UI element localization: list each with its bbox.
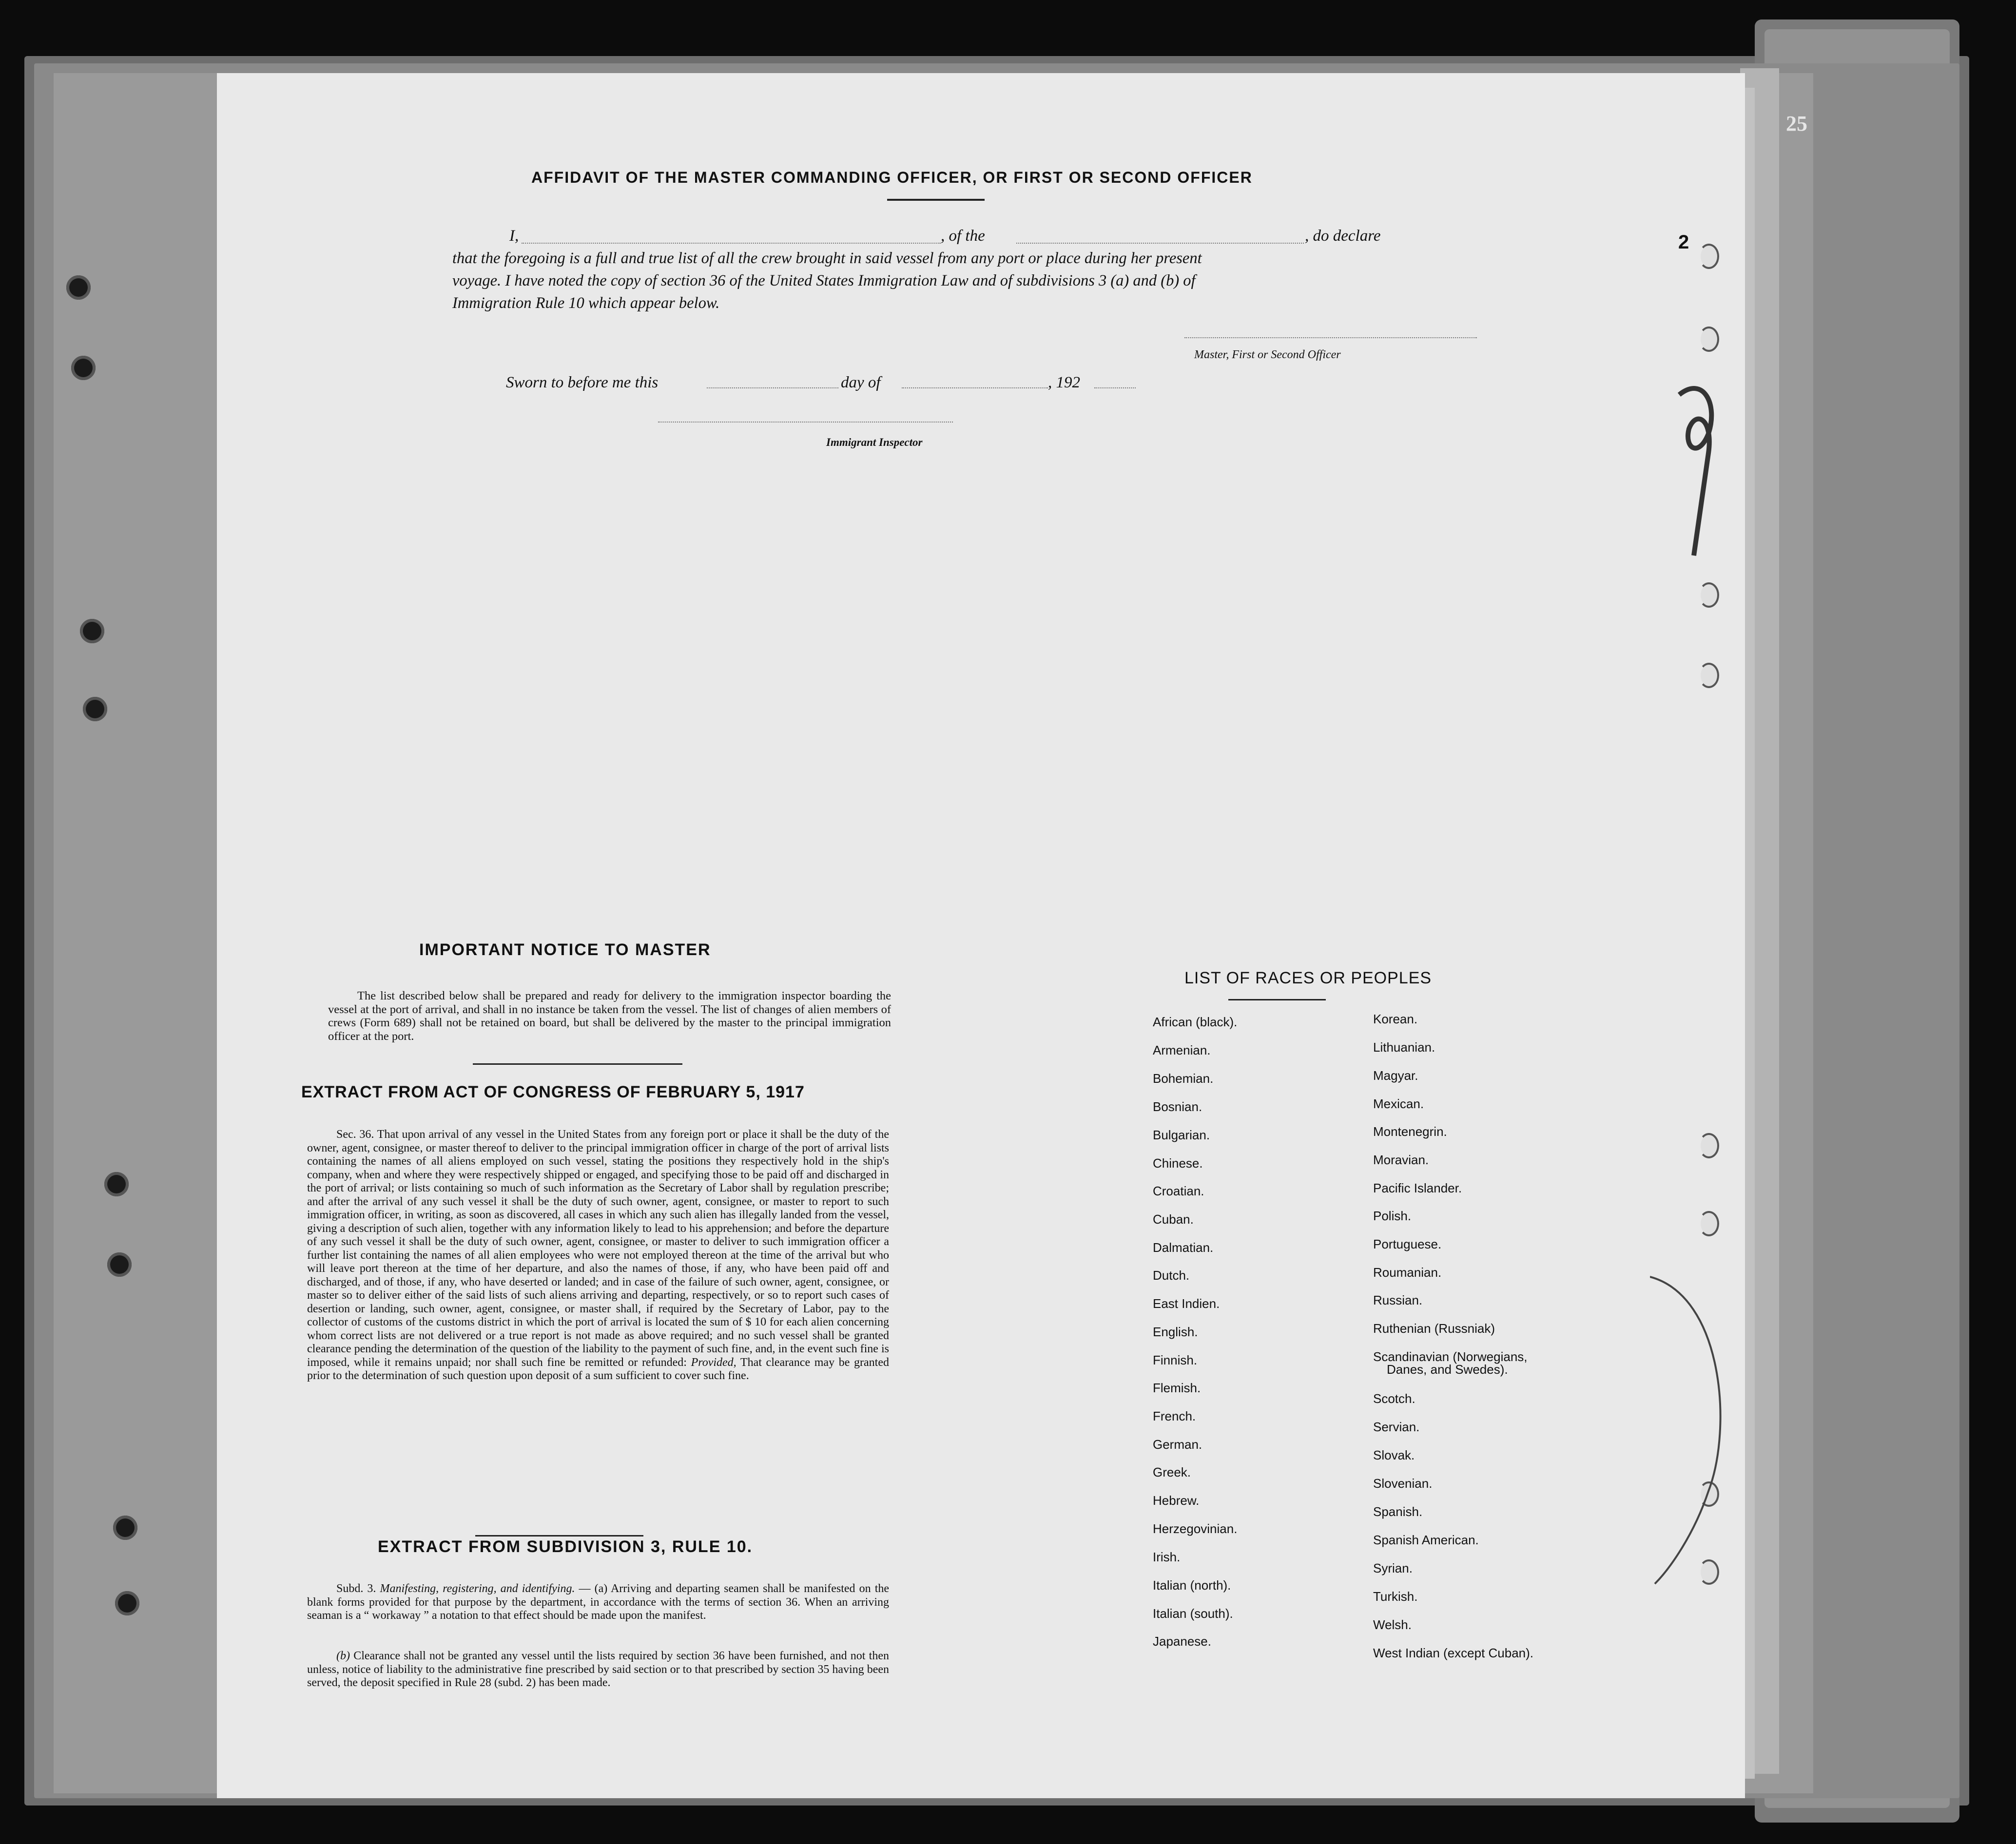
act-section-text: That upon arrival of any vessel in the United States from any foreign port or place it shall be the duty of the owner, agent, consignee, or master thereof to deliver to the principal immigration officer in charge of the port of arrival lists containing the names of all aliens employed on such vessel, stating the positions they respectively hold in the ship's company, when and where they were respectively shipped or engaged, and specifying those to be paid off and discharged in the port of arrival; or lists containing so much of such information as the Secretary of Labor shall by regulation prescribe; and after the arrival of any such vessel it shall be the duty of such owner, agent, consignee, or master to report to such immigration officer, in writing, as soon as discovered, all cases in which any such alien has illegally landed from the vessel, giving a description of such alien, together with any information likely to lead to his apprehension; and before the departure of any such vessel it shall be the duty of such owner, agent, consignee, or master to deliver to such immigration officer a further list containing the names of all alien employees who were not employed thereon at the time of the arrival but who will leave port thereon at the time of her departure, and also the names of those, if any, who have been paid off and discharged, and of those, if any, who have deserted or landed; and in case of the failure of such owner, agent, consignee, or master so to deliver either of the said lists of such aliens arriving and departing, respectively, or so to report such cases of desertion or landing, such owner, agent, consignee, or master shall, if required by the Secretary of Labor, pay to the collector of customs of the customs district in which the port of arrival is located the sum of $ 10 for each alien concerning whom correct lists are not delivered or a true report is not made as above required; and no such vessel shall be granted clearance pending the determination of the question of the liability to the payment of such fine, and, in the event such fine is imposed, while it remains unpaid; nor shall such fine be remitted or refunded:	[307, 1128, 889, 1369]
act-extract-title: EXTRACT FROM ACT OF CONGRESS OF FEBRUARY 5, 1917	[301, 1083, 805, 1101]
race-item: Herzegovinian.	[1153, 1521, 1238, 1536]
race-item: Scotch.	[1373, 1391, 1415, 1406]
race-item: Croatian.	[1153, 1184, 1204, 1198]
act-provided-word: Provided,	[691, 1356, 737, 1369]
race-item: Spanish.	[1373, 1504, 1423, 1519]
binder-hole	[115, 1591, 139, 1615]
binder-hole	[113, 1516, 137, 1540]
act-extract-text	[307, 1128, 889, 1383]
affidavit-title: AFFIDAVIT OF THE MASTER COMMANDING OFFICER, OR FIRST OR SECOND OFFICER	[531, 169, 1253, 186]
punch-hole	[1699, 244, 1719, 269]
affidavit-line3: voyage. I have noted the copy of section 36 of the United States Immigration Law and of subdivisions 3 (a) and (b) of	[452, 272, 1196, 289]
notice-text: The list described below shall be prepared and ready for delivery to the immigration inspector boarding the vessel at the port of arrival, and shall in no instance be taken from the vessel. The list of changes of alien members of crews (Form 689) shall not be retained on board, but shall be delivered by the master to the principal immigration officer at the port.	[328, 989, 891, 1043]
race-item: East Indien.	[1153, 1296, 1220, 1311]
race-item: Ruthenian (Russniak)	[1373, 1321, 1495, 1336]
race-item: Portuguese.	[1373, 1237, 1442, 1251]
rule-para1-text: — (a) Arriving and departing seamen shall be manifested on the blank forms provided for that purpose by the department, in accordance with the terms of section 36. When an arriving seaman is a “ workaway ” a notation to that effect should be made upon the manifest.	[307, 1582, 890, 1622]
race-item: Cuban.	[1153, 1212, 1194, 1227]
rule-para2-label: (b)	[336, 1650, 350, 1662]
race-item: French.	[1153, 1409, 1196, 1423]
race-item: Moravian.	[1373, 1152, 1429, 1167]
punch-hole	[1699, 1133, 1719, 1158]
sworn-day-blank	[707, 387, 838, 388]
race-item: Dalmatian.	[1153, 1240, 1214, 1255]
race-item: Hebrew.	[1153, 1493, 1200, 1508]
notice-title: IMPORTANT NOTICE TO MASTER	[419, 941, 711, 959]
document-page	[217, 73, 1745, 1798]
act-section-label: Sec. 36.	[336, 1128, 374, 1141]
act-section-text-end: That clearance may be granted prior to the determination of such question upon deposit of a sum sufficient to cover such fine.	[307, 1356, 889, 1382]
race-item: Bohemian.	[1153, 1071, 1214, 1086]
race-item: Armenian.	[1153, 1043, 1211, 1057]
race-item: Pacific Islander.	[1373, 1181, 1462, 1195]
punch-hole	[1699, 663, 1719, 688]
handwritten-mark: 2	[1678, 231, 1689, 253]
race-item: Spanish American.	[1373, 1533, 1479, 1547]
sworn-month-blank	[902, 387, 1048, 388]
sworn-day-of: day of	[841, 374, 881, 391]
affidavit-line2: that the foregoing is a full and true list of all the crew brought in said vessel from any port or place during her present	[452, 250, 1202, 267]
master-signature-line	[1184, 337, 1477, 338]
rule-para1-italic: Manifesting, registering, and identifying.	[380, 1582, 575, 1595]
race-item: Syrian.	[1373, 1561, 1413, 1575]
rule-extract-para1	[307, 1582, 889, 1623]
race-item: Irish.	[1153, 1550, 1181, 1564]
binder-hole	[71, 356, 96, 380]
page-number: 25	[1786, 112, 1807, 135]
race-item: Bulgarian.	[1153, 1128, 1210, 1142]
race-item: Italian (north).	[1153, 1578, 1231, 1593]
race-item: Turkish.	[1373, 1589, 1418, 1604]
master-caption: Master, First or Second Officer	[1194, 348, 1341, 361]
pencil-arc	[1650, 1218, 1733, 1589]
race-item: Slovenian.	[1373, 1476, 1433, 1491]
act-divider	[475, 1535, 643, 1537]
race-item: Russian.	[1373, 1293, 1423, 1307]
rule-extract-para2	[307, 1650, 889, 1690]
race-item: Slovak.	[1373, 1448, 1415, 1462]
sworn-year-blank	[1094, 387, 1136, 388]
race-item: German.	[1153, 1437, 1202, 1452]
race-item: Servian.	[1373, 1420, 1420, 1434]
race-item: English.	[1153, 1325, 1198, 1339]
vessel-blank	[1016, 243, 1304, 244]
affidavit-line4: Immigration Rule 10 which appear below.	[452, 294, 720, 312]
sworn-year: , 192	[1048, 374, 1080, 391]
race-item: Scandinavian (Norwegians,	[1373, 1349, 1528, 1364]
race-item: Mexican.	[1373, 1096, 1424, 1111]
race-item: Flemish.	[1153, 1381, 1201, 1395]
punch-hole	[1699, 327, 1719, 352]
race-item: Chinese.	[1153, 1156, 1203, 1171]
race-item: Japanese.	[1153, 1634, 1211, 1649]
inspector-caption: Immigrant Inspector	[826, 436, 923, 448]
binder-hole	[66, 275, 91, 300]
sworn-text: Sworn to before me this	[506, 374, 659, 391]
inspector-signature-line	[658, 422, 953, 423]
race-item: Greek.	[1153, 1465, 1191, 1479]
affidavit-line1-declare: , do declare	[1305, 227, 1381, 245]
binder-hole	[104, 1172, 129, 1196]
race-item: Magyar.	[1373, 1068, 1418, 1083]
race-item: West Indian (except Cuban).	[1373, 1646, 1534, 1660]
race-item: Roumanian.	[1373, 1265, 1442, 1280]
race-item: Lithuanian.	[1373, 1040, 1435, 1055]
race-item: Dutch.	[1153, 1268, 1190, 1283]
rule-para1-label: Subd. 3.	[336, 1582, 376, 1595]
binder-hole	[107, 1252, 132, 1277]
affidavit-line1-of: , of the	[941, 227, 985, 245]
binder-hole	[83, 697, 107, 721]
race-item: Polish.	[1373, 1209, 1412, 1223]
binder-hole	[80, 619, 104, 643]
race-item: Montenegrin.	[1373, 1124, 1447, 1139]
rule-para2-text: Clearance shall not be granted any vessel until the lists required by section 36 have been furnished, and not then unless, notice of liability to the administrative fine prescribed by said section or to that prescribed by section 35 having been served, the deposit specified in Rule 28 (subd. 2) has been made.	[307, 1650, 890, 1689]
affidavit-line1-i: I,	[509, 227, 519, 245]
name-blank	[522, 243, 941, 244]
race-item: Korean.	[1373, 1012, 1418, 1026]
race-item: Italian (south).	[1153, 1606, 1233, 1621]
title-underline	[887, 199, 985, 201]
race-item: Danes, and Swedes).	[1387, 1362, 1508, 1377]
handwritten-scribble	[1650, 375, 1723, 560]
punch-hole	[1699, 582, 1719, 608]
race-item: Bosnian.	[1153, 1099, 1202, 1114]
notice-divider	[473, 1063, 682, 1065]
rule-extract-title: EXTRACT FROM SUBDIVISION 3, RULE 10.	[378, 1537, 753, 1556]
race-item: Welsh.	[1373, 1617, 1412, 1632]
race-item: Finnish.	[1153, 1353, 1198, 1367]
races-title-underline	[1228, 999, 1326, 1000]
races-title: LIST OF RACES OR PEOPLES	[1184, 969, 1432, 987]
race-item: African (black).	[1153, 1015, 1238, 1029]
